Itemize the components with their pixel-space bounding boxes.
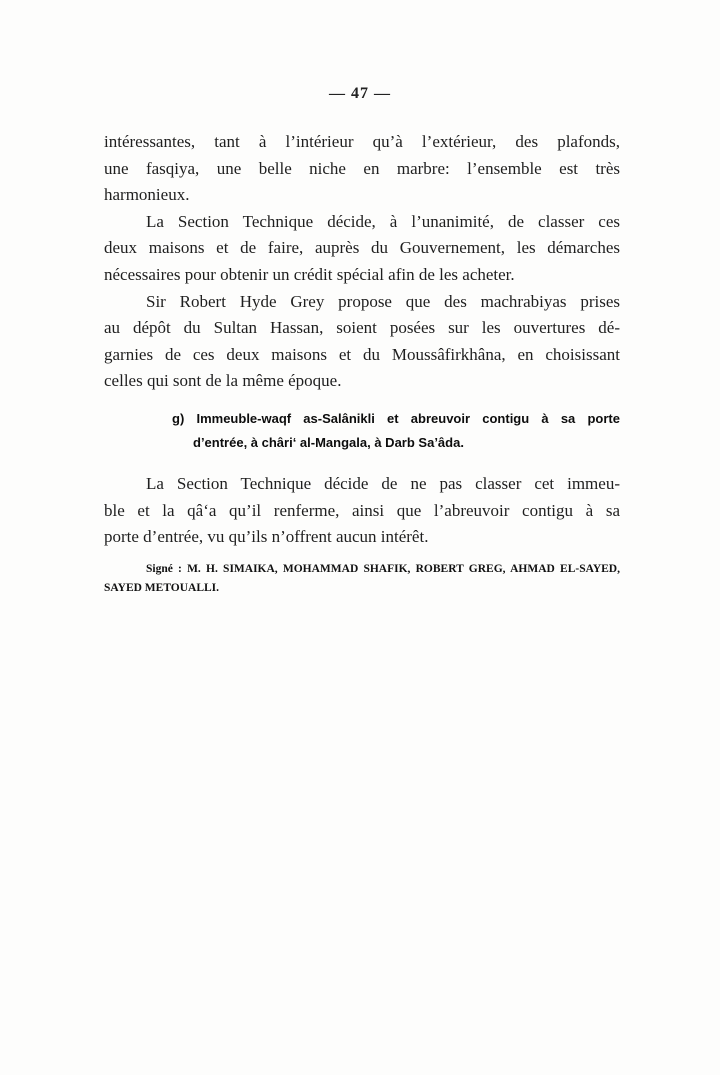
- text-line: porte d’entrée, vu qu’ils n’offrent aucun intérêt.: [104, 527, 429, 546]
- signature-line: Signé : M. H. SIMAIKA, MOHAMMAD SHAFIK, ROBERT GREG, AHMAD EL-SAYED,: [146, 563, 620, 575]
- text-line: celles qui sont de la même époque.: [104, 371, 342, 390]
- text-line: une fasqiya, une belle niche en marbre: l’ensemble est très: [104, 159, 620, 178]
- text-line: La Section Technique décide de ne pas classer cet immeu-: [146, 474, 620, 493]
- heading-line: g) Immeuble-waqf as-Salânikli et abreuvoir contigu à sa porte: [172, 411, 620, 426]
- text-line: deux maisons et de faire, auprès du Gouvernement, les démarches: [104, 238, 620, 257]
- text-line: ble et la qâ‘a qu’il renferme, ainsi que l’abreuvoir contigu à sa: [104, 501, 620, 520]
- text-line: Sir Robert Hyde Grey propose que des machrabiyas prises: [146, 292, 620, 311]
- heading-line: d’entrée, à châri‘ al-Mangala, à Darb Sa’âda.: [193, 435, 464, 450]
- text-line: harmonieux.: [104, 185, 190, 204]
- text-line: au dépôt du Sultan Hassan, soient posées sur les ouvertures dé-: [104, 318, 620, 337]
- text-line: intéressantes, tant à l’intérieur qu’à l’extérieur, des plafonds,: [104, 132, 620, 151]
- page-number: — 47 —: [329, 85, 391, 102]
- text-line: nécessaires pour obtenir un crédit spécial afin de les acheter.: [104, 265, 515, 284]
- text-line: La Section Technique décide, à l’unanimité, de classer ces: [146, 212, 620, 231]
- text-line: garnies de ces deux maisons et du Moussâfirkhâna, en choisissant: [104, 345, 620, 364]
- signature-line: SAYED METOUALLI.: [104, 582, 220, 594]
